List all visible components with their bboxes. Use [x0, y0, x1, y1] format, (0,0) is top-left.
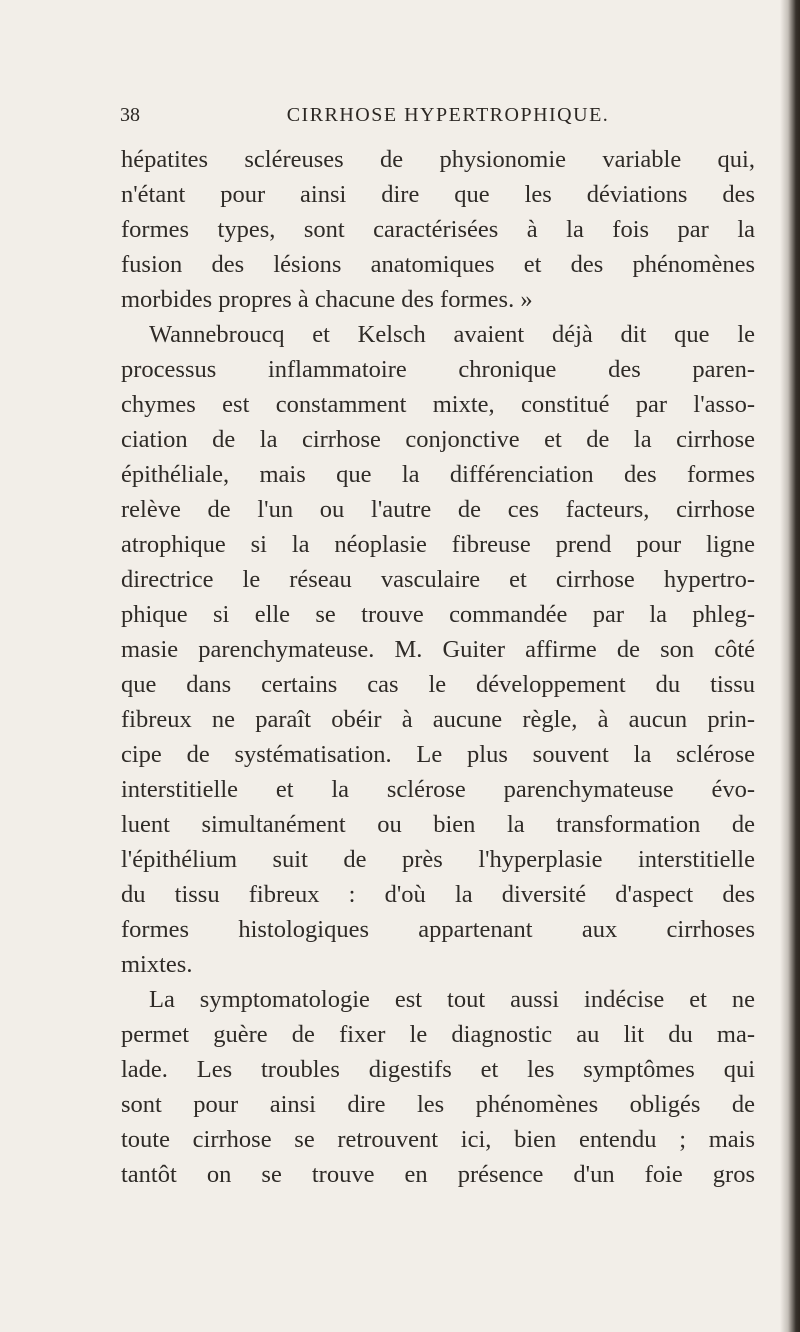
text-line: La symptomatologie est tout aussi indécise et ne	[149, 986, 755, 1013]
text-line: phique si elle se trouve commandée par la phleg-	[121, 601, 755, 628]
text-line: cipe de systématisation. Le plus souvent la sclérose	[121, 741, 755, 768]
text-line: mixtes.	[121, 951, 193, 978]
body-text	[121, 142, 755, 1192]
text-line: du tissu fibreux : d'où la diversité d'aspect des	[121, 881, 755, 908]
text-line: chymes est constamment mixte, constitué par l'asso-	[121, 391, 755, 418]
text-line: directrice le réseau vasculaire et cirrhose hypertro-	[121, 566, 755, 593]
text-line: processus inflammatoire chronique des paren-	[121, 356, 755, 383]
text-line: luent simultanément ou bien la transformation de	[121, 811, 755, 838]
text-line: masie parenchymateuse. M. Guiter affirme de son côté	[121, 636, 755, 663]
text-line: ciation de la cirrhose conjonctive et de la cirrhose	[121, 426, 755, 453]
text-line: que dans certains cas le développement du tissu	[121, 671, 755, 698]
text-line: Wannebroucq et Kelsch avaient déjà dit que le	[149, 321, 755, 348]
text-line: fusion des lésions anatomiques et des phénomènes	[121, 251, 755, 278]
text-line: tantôt on se trouve en présence d'un foie gros	[121, 1161, 755, 1188]
text-line: lade. Les troubles digestifs et les symptômes qui	[121, 1056, 755, 1083]
text-line: formes histologiques appartenant aux cirrhoses	[121, 916, 755, 943]
text-line: l'épithélium suit de près l'hyperplasie interstitielle	[121, 846, 755, 873]
text-line: relève de l'un ou l'autre de ces facteurs, cirrhose	[121, 496, 755, 523]
text-line: morbides propres à chacune des formes. »	[121, 286, 533, 313]
page-header	[120, 104, 760, 134]
text-line: toute cirrhose se retrouvent ici, bien entendu ; mais	[121, 1126, 755, 1153]
page-edge-shadow	[780, 0, 800, 1332]
text-line: n'étant pour ainsi dire que les déviations des	[121, 181, 755, 208]
text-line: sont pour ainsi dire les phénomènes obligés de	[121, 1091, 755, 1118]
running-title: CIRRHOSE HYPERTROPHIQUE.	[286, 104, 610, 126]
text-line: formes types, sont caractérisées à la fois par la	[121, 216, 755, 243]
text-line: atrophique si la néoplasie fibreuse prend pour ligne	[121, 531, 755, 558]
text-line: interstitielle et la sclérose parenchymateuse évo-	[121, 776, 755, 803]
page-number: 38	[120, 104, 140, 126]
text-line: épithéliale, mais que la différenciation des formes	[121, 461, 755, 488]
text-line: hépatites scléreuses de physionomie variable qui,	[121, 146, 755, 173]
text-line: fibreux ne paraît obéir à aucune règle, à aucun prin-	[121, 706, 755, 733]
text-line: permet guère de fixer le diagnostic au lit du ma-	[121, 1021, 755, 1048]
